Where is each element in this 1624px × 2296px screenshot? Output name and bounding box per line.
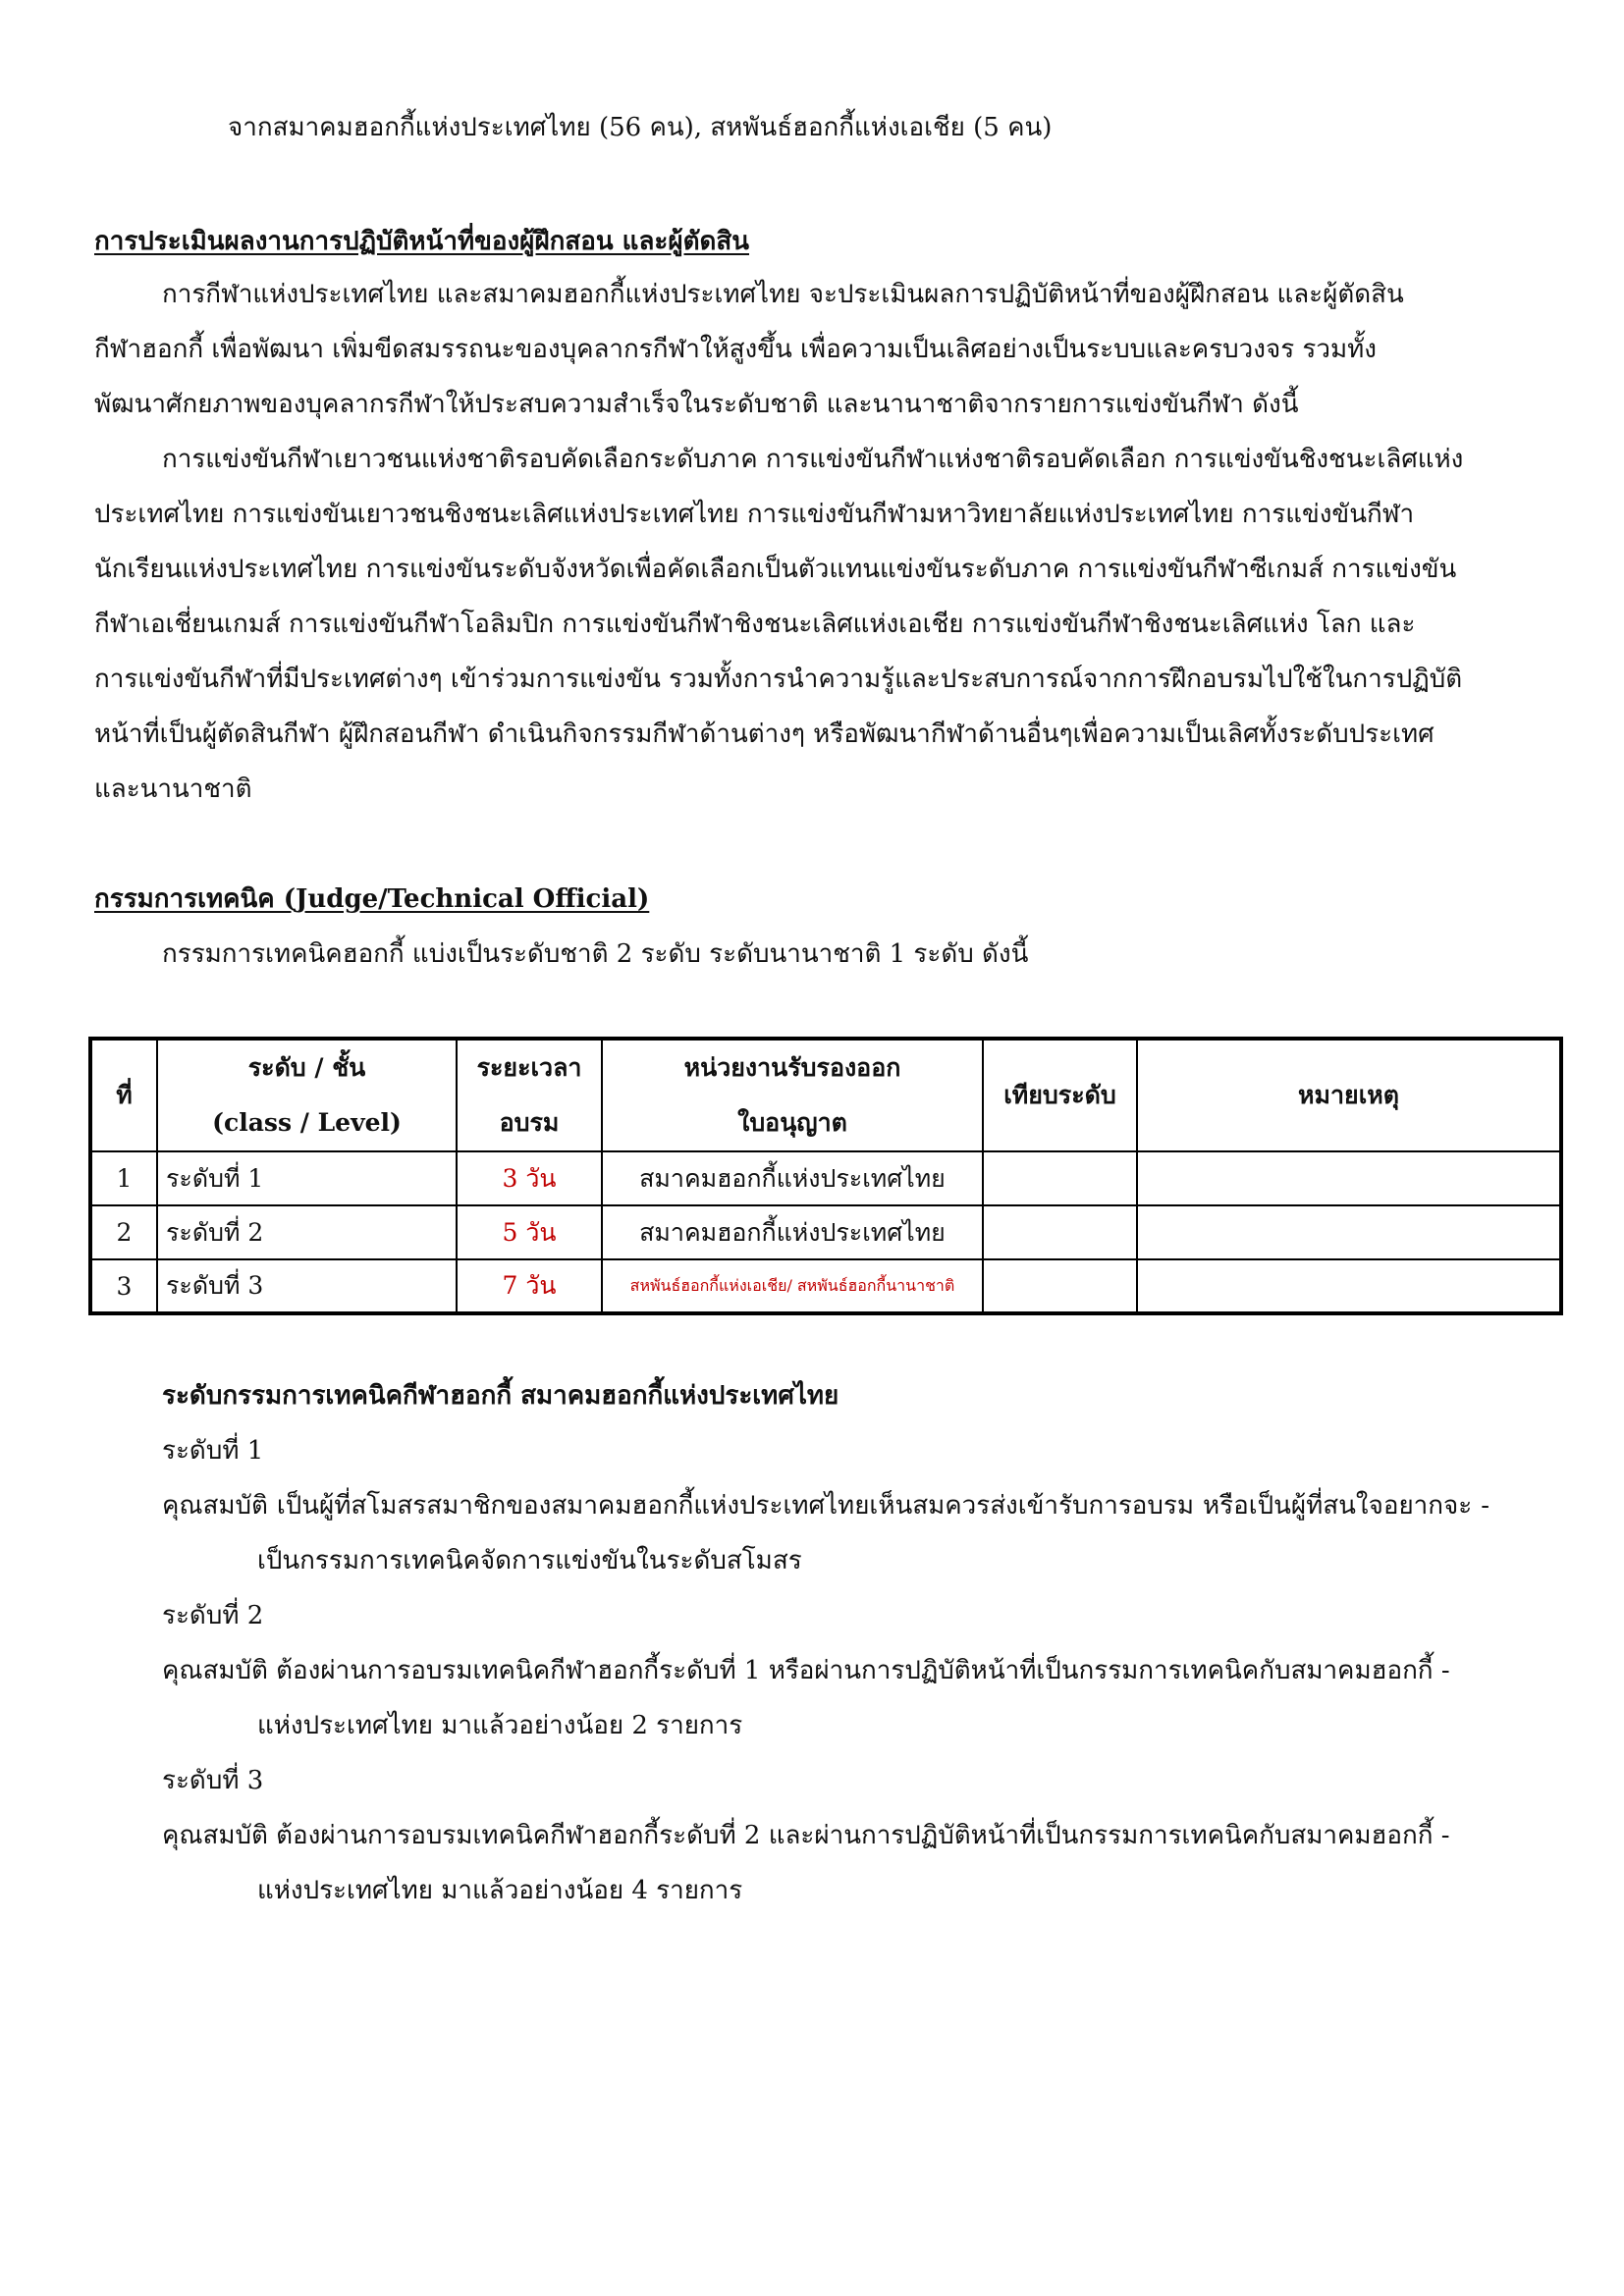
row-equivalent: [983, 1151, 1137, 1205]
header-agency-line2: ใบอนุญาต: [737, 1108, 847, 1137]
levels-heading: ระดับกรรมการเทคนิคกีฬาฮอกกี้ สมาคมฮอกกี้แห่งประเทศไทย: [162, 1381, 839, 1411]
row-duration: 3 วัน: [457, 1151, 602, 1205]
level-1-title: ระดับที่ 1: [162, 1436, 264, 1466]
evaluation-para1-line1: การกีฬาแห่งประเทศไทย และสมาคมฮอกกี้แห่งประเทศไทย จะประเมินผลการปฏิบัติหน้าที่ของผู้ฝึกสอน และผู้ตัดสิน: [162, 280, 1404, 309]
table-header-row: [90, 1039, 1561, 1151]
row-equivalent: [983, 1259, 1137, 1313]
evaluation-para2-line2: ประเทศไทย การแข่งขันเยาวชนชิงชนะเลิศแห่งประเทศไทย การแข่งขันกีฬามหาวิทยาลัยแห่งประเทศไทย การแข่งขันกีฬา: [94, 500, 1415, 529]
row-no: 3: [90, 1259, 157, 1313]
evaluation-para2-line6: หน้าที่เป็นผู้ตัดสินกีฬา ผู้ฝึกสอนกีฬา ดำเนินกิจกรรมกีฬาด้านต่างๆ หรือพัฒนากีฬาด้านอื่นๆเพื่อความเป็นเลิศทั้งระดับประเทศ: [94, 720, 1435, 749]
header-equivalent: เทียบระดับ: [983, 1039, 1137, 1151]
evaluation-para2-line7: และนานาชาติ: [94, 774, 252, 804]
header-duration-line2: อบรม: [499, 1108, 560, 1137]
evaluation-para1-line2: กีฬาฮอกกี้ เพื่อพัฒนา เพิ่มขีดสมรรถนะของบุคลากรกีฬาให้สูงขึ้น เพื่อความเป็นเลิศอย่างเป็นระบบและครบวงจร รวมทั้ง: [94, 335, 1377, 364]
ranks-table: [88, 1037, 1563, 1315]
technical-intro: กรรมการเทคนิคฮอกกี้ แบ่งเป็นระดับชาติ 2 ระดับ ระดับนานาชาติ 1 ระดับ ดังนี้: [162, 939, 1029, 969]
level-3-qualification-line2: แห่งประเทศไทย มาแล้วอย่างน้อย 4 รายการ: [257, 1876, 743, 1905]
row-duration: 7 วัน: [457, 1259, 602, 1313]
level-2-qualification-line2: แห่งประเทศไทย มาแล้วอย่างน้อย 2 รายการ: [257, 1711, 743, 1740]
level-2-qualification-line1: คุณสมบัติ ต้องผ่านการอบรมเทคนิคกีฬาฮอกกี้ระดับที่ 1 หรือผ่านการปฏิบัติหน้าที่เป็นกรรมการเทคนิคกับสมาคมฮอกกี้ -: [162, 1656, 1450, 1685]
row-level: ระดับที่ 1: [157, 1151, 457, 1205]
row-no: 2: [90, 1205, 157, 1259]
row-remark: [1137, 1151, 1561, 1205]
table-row: [90, 1151, 1561, 1205]
header-agency-line1: หน่วยงานรับรองออก: [683, 1053, 901, 1082]
level-3-qualification-line1: คุณสมบัติ ต้องผ่านการอบรมเทคนิคกีฬาฮอกกี้ระดับที่ 2 และผ่านการปฏิบัติหน้าที่เป็นกรรมการเทคนิคกับสมาคมฮอกกี้ -: [162, 1821, 1450, 1850]
row-equivalent: [983, 1205, 1137, 1259]
header-agency: [602, 1039, 983, 1151]
header-duration-line1: ระยะเวลา: [476, 1053, 582, 1082]
intro-line: จากสมาคมฮอกกี้แห่งประเทศไทย (56 คน), สหพันธ์ฮอกกี้แห่งเอเชีย (5 คน): [228, 113, 1053, 142]
header-level-line1: ระดับ / ชั้น: [247, 1053, 366, 1082]
table-row: [90, 1205, 1561, 1259]
row-agency: สมาคมฮอกกี้แห่งประเทศไทย: [602, 1205, 983, 1259]
level-1-qualification-line1: คุณสมบัติ เป็นผู้ที่สโมสรสมาชิกของสมาคมฮอกกี้แห่งประเทศไทยเห็นสมควรส่งเข้ารับการอบรม หรือเป็นผู้ที่สนใจอยากจะ -: [162, 1491, 1489, 1521]
header-remark: หมายเหตุ: [1137, 1039, 1561, 1151]
row-level: ระดับที่ 3: [157, 1259, 457, 1313]
row-agency: สหพันธ์ฮอกกี้แห่งเอเชีย/ สหพันธ์ฮอกกี้นานาชาติ: [602, 1259, 983, 1313]
table-row: [90, 1259, 1561, 1313]
evaluation-heading: การประเมินผลงานการปฏิบัติหน้าที่ของผู้ฝึกสอน และผู้ตัดสิน: [94, 227, 749, 256]
evaluation-para1-line3: พัฒนาศักยภาพของบุคลากรกีฬาให้ประสบความสำเร็จในระดับชาติ และนานาชาติจากรายการแข่งขันกีฬา ดังนี้: [94, 390, 1299, 419]
header-duration: [457, 1039, 602, 1151]
row-duration: 5 วัน: [457, 1205, 602, 1259]
header-level: [157, 1039, 457, 1151]
evaluation-para2-line4: กีฬาเอเชี่ยนเกมส์ การแข่งขันกีฬาโอลิมปิก การแข่งขันกีฬาชิงชนะเลิศแห่งเอเชีย การแข่งขันกีฬาชิงชนะเลิศแห่ง โลก และ: [94, 610, 1416, 639]
row-remark: [1137, 1259, 1561, 1313]
level-2-title: ระดับที่ 2: [162, 1601, 264, 1630]
level-1-qualification-line2: เป็นกรรมการเทคนิคจัดการแข่งขันในระดับสโมสร: [257, 1546, 802, 1575]
header-level-line2: (class / Level): [212, 1108, 402, 1137]
level-3-title: ระดับที่ 3: [162, 1766, 264, 1795]
row-level: ระดับที่ 2: [157, 1205, 457, 1259]
row-remark: [1137, 1205, 1561, 1259]
row-no: 1: [90, 1151, 157, 1205]
technical-heading: กรรมการเทคนิค (Judge/Technical Official): [94, 884, 650, 914]
evaluation-para2-line5: การแข่งขันกีฬาที่มีประเทศต่างๆ เข้าร่วมการแข่งขัน รวมทั้งการนำความรู้และประสบการณ์จากการฝึกอบรมไปใช้ในการปฏิบัติ: [94, 665, 1463, 694]
evaluation-para2-line3: นักเรียนแห่งประเทศไทย การแข่งขันระดับจังหวัดเพื่อคัดเลือกเป็นตัวแทนแข่งขันระดับภาค การแข่งขันกีฬาซีเกมส์ การแข่งขัน: [94, 555, 1457, 584]
header-no: ที่: [90, 1039, 157, 1151]
evaluation-para2-line1: การแข่งขันกีฬาเยาวชนแห่งชาติรอบคัดเลือกระดับภาค การแข่งขันกีฬาแห่งชาติรอบคัดเลือก การแข่งขันชิงชนะเลิศแห่ง: [162, 445, 1464, 474]
row-agency: สมาคมฮอกกี้แห่งประเทศไทย: [602, 1151, 983, 1205]
